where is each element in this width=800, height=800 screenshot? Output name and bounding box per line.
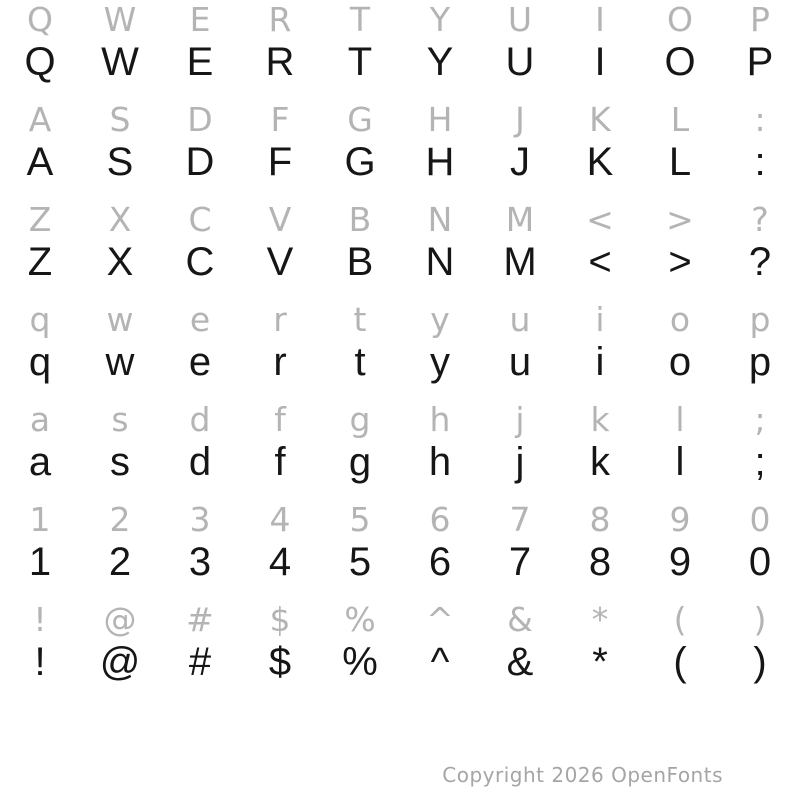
glyph: O	[667, 0, 693, 39]
glyph: D	[185, 140, 215, 184]
glyph: ;	[754, 440, 766, 484]
glyph: I	[595, 0, 605, 39]
glyph: 0	[748, 540, 772, 584]
glyph: p	[748, 340, 772, 384]
glyph: u	[508, 340, 532, 384]
glyph: X	[108, 200, 132, 239]
uppercase-home-row-black	[0, 140, 800, 200]
glyph: J	[515, 100, 525, 139]
glyph: *	[591, 600, 609, 639]
glyph: M	[505, 200, 535, 239]
glyph: Y	[426, 40, 454, 84]
glyph: r	[273, 300, 287, 339]
glyph: h	[428, 440, 452, 484]
glyph: Z	[28, 200, 52, 239]
glyph: j	[515, 440, 525, 484]
glyph: &	[507, 600, 533, 639]
glyph: r	[273, 340, 287, 384]
glyph: :	[754, 100, 766, 139]
glyph: d	[188, 440, 212, 484]
glyph: 4	[268, 540, 292, 584]
glyph: S	[109, 100, 131, 139]
glyph: (	[673, 600, 687, 639]
glyph: e	[188, 340, 212, 384]
glyph: H	[425, 140, 455, 184]
glyph: 1	[28, 540, 52, 584]
glyph: k	[590, 440, 610, 484]
glyph: K	[586, 140, 614, 184]
copyright-watermark: Copyright 2026 OpenFonts	[442, 763, 723, 787]
glyph: >	[668, 240, 692, 284]
glyph: l	[675, 400, 685, 439]
glyph: &	[506, 640, 534, 684]
glyph: !	[34, 640, 46, 684]
glyph: ?	[751, 200, 769, 239]
glyph: N	[425, 240, 455, 284]
glyph: E	[189, 0, 211, 39]
glyph: (	[673, 640, 687, 684]
glyph: )	[753, 600, 767, 639]
glyph: U	[505, 40, 535, 84]
glyph: M	[503, 240, 537, 284]
uppercase-top-row-black	[0, 40, 800, 100]
glyph: 7	[509, 500, 531, 539]
lowercase-top-row-gray	[0, 300, 800, 344]
glyph: 8	[588, 540, 612, 584]
glyph: Q	[24, 40, 56, 84]
glyph: Q	[27, 0, 53, 39]
glyph: $	[269, 600, 291, 639]
glyph: e	[189, 300, 211, 339]
glyph: 4	[269, 500, 291, 539]
glyph: 1	[29, 500, 51, 539]
glyph: %	[342, 640, 378, 684]
glyph: 9	[669, 500, 691, 539]
glyph: 9	[668, 540, 692, 584]
symbols-row-black	[0, 640, 800, 700]
lowercase-top-row-black	[0, 340, 800, 400]
glyph: V	[268, 200, 292, 239]
glyph: >	[666, 200, 694, 239]
glyph: J	[510, 140, 530, 184]
glyph: #	[188, 640, 212, 684]
glyph: W	[103, 0, 137, 39]
glyph: g	[349, 400, 371, 439]
digits-row-black	[0, 540, 800, 600]
glyph: T	[347, 40, 373, 84]
glyph: ^	[430, 640, 450, 684]
glyph: U	[507, 0, 533, 39]
glyph: P	[746, 40, 774, 84]
glyph: a	[29, 400, 51, 439]
uppercase-bottom-row-gray	[0, 200, 800, 244]
glyph: t	[354, 340, 366, 384]
glyph: #	[186, 600, 214, 639]
glyph: l	[675, 440, 685, 484]
glyph: 8	[589, 500, 611, 539]
glyph: V	[266, 240, 294, 284]
glyph: @	[103, 600, 137, 639]
glyph: B	[346, 240, 374, 284]
glyph: ?	[748, 240, 772, 284]
glyph: q	[29, 300, 51, 339]
glyph: W	[101, 40, 139, 84]
glyph: H	[427, 100, 453, 139]
glyph: L	[668, 140, 692, 184]
glyph: F	[270, 100, 290, 139]
glyph: !	[33, 600, 47, 639]
uppercase-top-row-gray	[0, 0, 800, 44]
glyph: Z	[27, 240, 53, 284]
glyph: f	[274, 440, 286, 484]
glyph: t	[353, 300, 367, 339]
glyph: i	[595, 300, 605, 339]
glyph: 6	[429, 500, 451, 539]
glyph: :	[754, 140, 766, 184]
glyph: g	[348, 440, 372, 484]
glyph: w	[106, 300, 134, 339]
glyph: K	[589, 100, 611, 139]
glyph: 5	[349, 500, 371, 539]
glyph: 2	[109, 500, 131, 539]
uppercase-bottom-row-black	[0, 240, 800, 300]
glyph: G	[344, 140, 376, 184]
glyph: $	[268, 640, 292, 684]
glyph: %	[344, 600, 376, 639]
glyph: N	[427, 200, 453, 239]
glyph: A	[26, 140, 54, 184]
glyph: F	[267, 140, 293, 184]
glyph: 6	[428, 540, 452, 584]
glyph: p	[749, 300, 771, 339]
glyph: @	[99, 640, 141, 684]
glyph: )	[753, 640, 767, 684]
glyph: i	[595, 340, 605, 384]
uppercase-home-row-gray	[0, 100, 800, 144]
glyph: <	[588, 240, 612, 284]
glyph: R	[268, 0, 292, 39]
glyph: 5	[348, 540, 372, 584]
glyph: *	[592, 640, 608, 684]
glyph: C	[185, 240, 215, 284]
glyph: O	[664, 40, 696, 84]
glyph: o	[669, 300, 691, 339]
glyph: P	[750, 0, 770, 39]
glyph: ;	[754, 400, 766, 439]
glyph: s	[111, 400, 129, 439]
glyph: q	[28, 340, 52, 384]
glyph: T	[349, 0, 371, 39]
glyph: 7	[508, 540, 532, 584]
lowercase-home-row-gray	[0, 400, 800, 444]
glyph: o	[668, 340, 692, 384]
glyph: ^	[426, 600, 454, 639]
glyph: w	[105, 340, 135, 384]
glyph: k	[590, 400, 610, 439]
glyph: A	[28, 100, 52, 139]
glyph: u	[509, 300, 531, 339]
glyph: j	[515, 400, 525, 439]
glyph: 3	[189, 500, 211, 539]
lowercase-home-row-black	[0, 440, 800, 500]
glyph: Y	[429, 0, 451, 39]
glyph: 2	[108, 540, 132, 584]
glyph: C	[188, 200, 212, 239]
symbols-row-gray	[0, 600, 800, 644]
digits-row-gray	[0, 500, 800, 544]
glyph: S	[106, 140, 134, 184]
glyph: s	[110, 440, 130, 484]
glyph: a	[28, 440, 52, 484]
glyph: f	[274, 400, 286, 439]
glyph: 3	[188, 540, 212, 584]
glyph: R	[265, 40, 295, 84]
glyph: E	[186, 40, 214, 84]
glyph: X	[106, 240, 134, 284]
glyph: I	[594, 40, 606, 84]
glyph: D	[187, 100, 213, 139]
glyph: 0	[749, 500, 771, 539]
glyph: d	[189, 400, 211, 439]
glyph: G	[347, 100, 373, 139]
glyph: h	[429, 400, 451, 439]
glyph: B	[348, 200, 372, 239]
glyph: <	[586, 200, 614, 239]
glyph: y	[430, 300, 450, 339]
glyph: L	[670, 100, 690, 139]
glyph: y	[430, 340, 450, 384]
